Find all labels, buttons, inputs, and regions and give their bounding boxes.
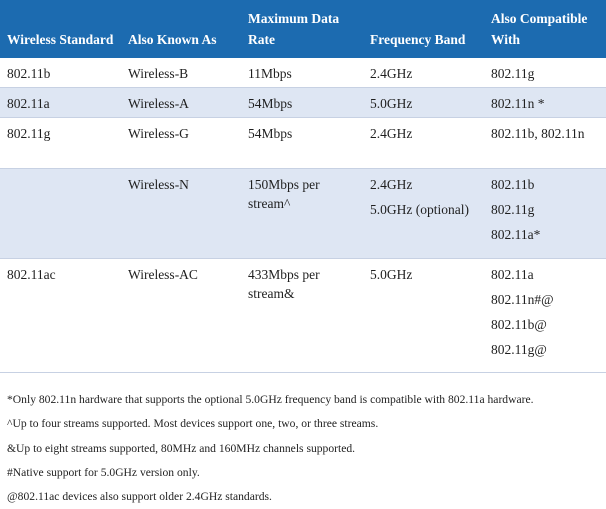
footnote-asterisk: *Only 802.11n hardware that supports the optional 5.0GHz frequency band is compatible with 802.11a hardware. [7, 393, 534, 406]
cell-rate: 11Mbps [241, 58, 363, 88]
cell-compat [484, 118, 606, 169]
cell-aka: Wireless-A [121, 88, 241, 118]
cell-freq [363, 259, 484, 381]
header-wireless-standard: Wireless Standard [0, 0, 121, 58]
freq-value: 5.0GHz [370, 267, 413, 282]
cell-freq [363, 169, 484, 259]
table-header [0, 0, 606, 58]
footnote-divider [0, 372, 606, 373]
table-row [0, 88, 606, 118]
footnote-hash: #Native support for 5.0GHz version only. [7, 465, 200, 479]
header-also-known-as: Also Known As [121, 0, 241, 58]
compat-value: 802.11b [491, 177, 535, 192]
cell-standard [0, 169, 121, 259]
cell-freq [363, 118, 484, 169]
compat-value: 802.11a* [491, 227, 541, 242]
header-frequency-band: Frequency Band [363, 0, 484, 58]
cell-compat [484, 259, 606, 381]
cell-aka: Wireless-B [121, 58, 241, 88]
table-row [0, 259, 606, 381]
cell-rate: 54Mbps [241, 118, 363, 169]
header-also-compatible-with: Also Compatible With [484, 0, 606, 58]
cell-freq [363, 88, 484, 118]
table-row [0, 169, 606, 259]
cell-freq [363, 58, 484, 88]
table-row [0, 58, 606, 88]
freq-value: 5.0GHz (optional) [370, 202, 469, 217]
freq-value: 5.0GHz [370, 96, 413, 111]
cell-compat [484, 58, 606, 88]
cell-rate: 150Mbps per stream^ [241, 169, 363, 259]
compat-value: 802.11n * [491, 96, 545, 111]
compat-value: 802.11b@ [491, 317, 547, 332]
cell-aka: Wireless-AC [128, 267, 198, 282]
freq-value: 2.4GHz [370, 66, 413, 81]
compat-value: 802.11n#@ [491, 292, 554, 307]
table-body [0, 58, 606, 380]
cell-standard: 802.11ac [7, 267, 56, 282]
compat-value: 802.11g@ [491, 342, 547, 357]
cell-aka: Wireless-G [121, 118, 241, 169]
cell-standard: 802.11b [0, 58, 121, 88]
compat-value: 802.11g [491, 66, 535, 81]
table-row [0, 118, 606, 169]
compat-value: 802.11a [491, 267, 534, 282]
freq-value: 2.4GHz [370, 126, 413, 141]
cell-standard: 802.11a [0, 88, 121, 118]
cell-compat [484, 88, 606, 118]
compat-value: 802.11g [491, 202, 535, 217]
cell-standard: 802.11g [0, 118, 121, 169]
footnote-caret: ^Up to four streams supported. Most devices support one, two, or three streams. [7, 417, 379, 431]
cell-rate: 54Mbps [241, 88, 363, 118]
freq-value: 2.4GHz [370, 177, 413, 192]
footnote-at: @802.11ac devices also support older 2.4GHz standards. [7, 490, 272, 504]
cell-compat [484, 169, 606, 259]
compat-value: 802.11b, 802.11n [491, 126, 585, 141]
footnote-ampersand: &Up to eight streams supported, 80MHz and 160MHz channels supported. [7, 441, 356, 455]
header-maximum-data-rate: Maximum Data Rate [241, 0, 363, 58]
header-row [0, 0, 606, 58]
footnotes [7, 388, 603, 509]
cell-rate: 433Mbps per stream& [248, 267, 320, 301]
cell-aka: Wireless-N [121, 169, 241, 259]
